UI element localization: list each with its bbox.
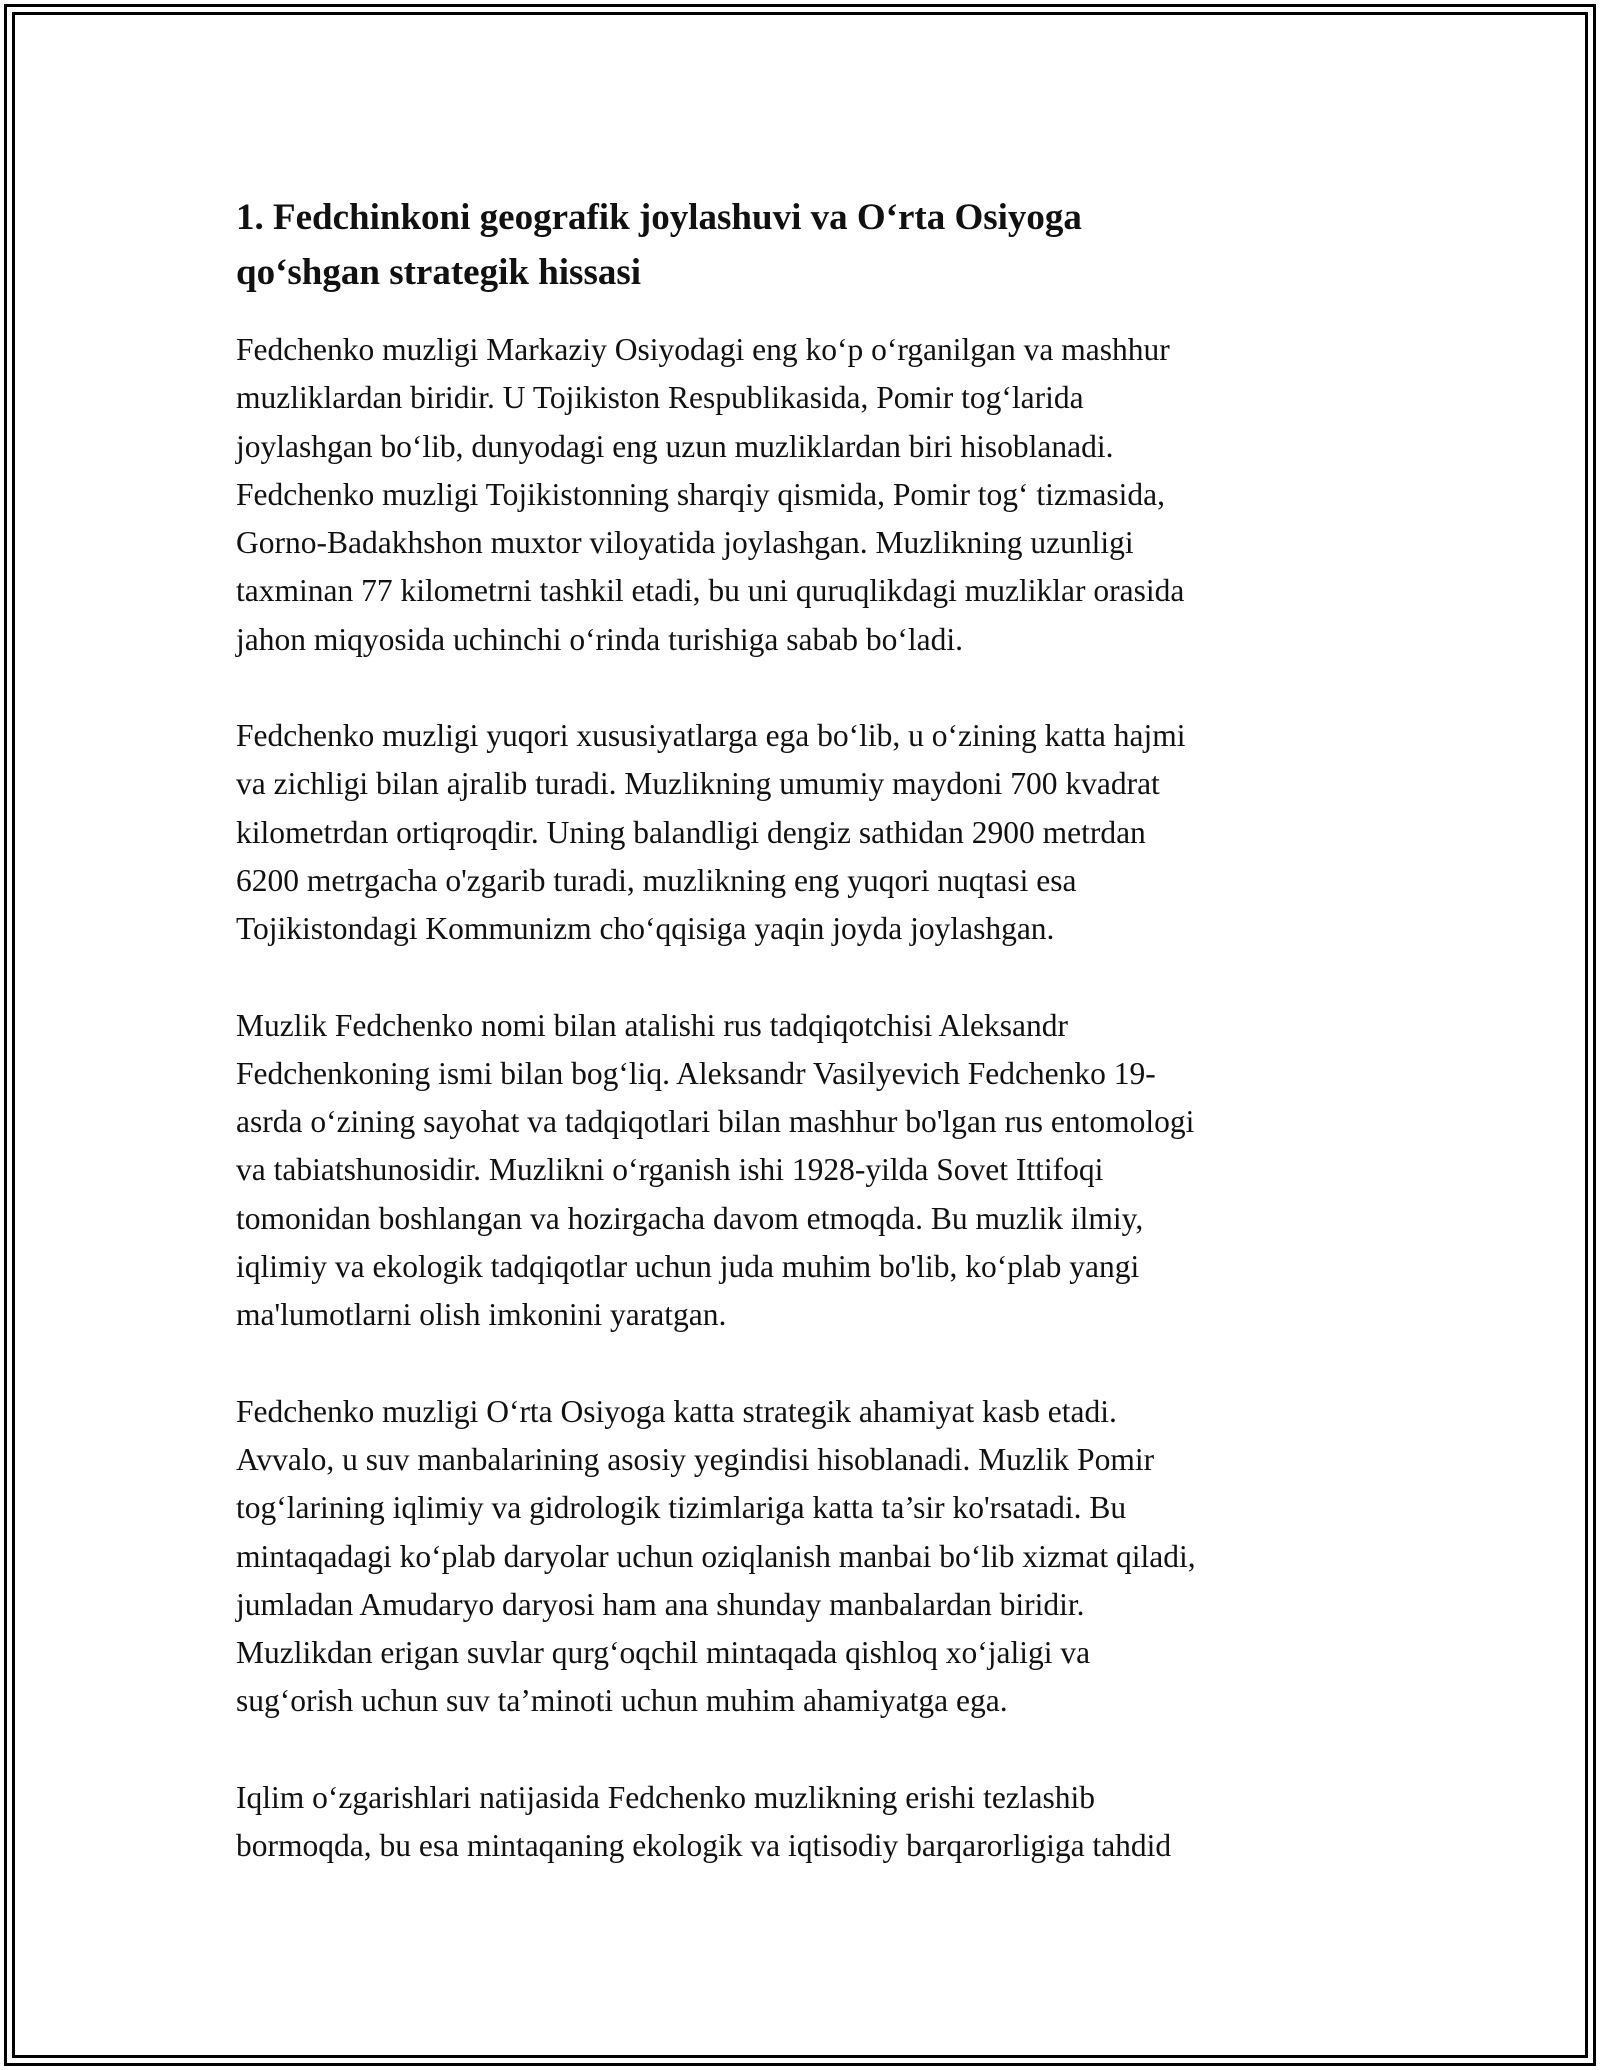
paragraph-4-line-7: sug‘orish uchun suv ta’minoti uchun muhim ahamiyatga ega. — [236, 1683, 1008, 1719]
paragraph-3-line-1: Muzlik Fedchenko nomi bilan atalishi rus tadqiqotchisi Aleksandr — [236, 1007, 1068, 1043]
paragraph-4 — [236, 1388, 1366, 1726]
document-content — [236, 190, 1366, 1918]
paragraph-1-line-5: Gorno-Badakhshon muxtor viloyatida joylashgan. Muzlikning uzunligi — [236, 525, 1134, 561]
paragraph-4-line-4: mintaqadagi ko‘plab daryolar uchun oziqlanish manbai bo‘lib xizmat qiladi, — [236, 1538, 1196, 1574]
paragraph-2 — [236, 712, 1366, 953]
paragraph-1-line-6: taxminan 77 kilometrni tashkil etadi, bu uni quruqlikdagi muzliklar orasida — [236, 573, 1185, 609]
paragraph-4-line-2: Avvalo, u suv manbalarining asosiy yegindisi hisoblanadi. Muzlik Pomir — [236, 1441, 1155, 1477]
paragraph-4-line-5: jumladan Amudaryo daryosi ham ana shunday manbalardan biridir. — [236, 1586, 1085, 1622]
paragraph-2-line-1: Fedchenko muzligi yuqori xususiyatlarga ega bo‘lib, u o‘zining katta hajmi — [236, 718, 1186, 754]
paragraph-1-line-1: Fedchenko muzligi Markaziy Osiyodagi eng ko‘p o‘rganilgan va mashhur — [236, 332, 1170, 367]
paragraph-5 — [236, 1774, 1366, 1871]
paragraph-3-line-3: asrda o‘zining sayohat va tadqiqotlari bilan mashhur bo'lgan rus entomologi — [236, 1104, 1195, 1140]
paragraph-1 — [236, 326, 1366, 664]
paragraph-5-line-1: Iqlim o‘zgarishlari natijasida Fedchenko muzlikning erishi tezlashib — [236, 1779, 1096, 1815]
paragraph-3-line-7: ma'lumotlarni olish imkonini yaratgan. — [236, 1297, 727, 1333]
paragraph-1-line-4: Fedchenko muzligi Tojikistonning sharqiy qismida, Pomir tog‘ tizmasida, — [236, 476, 1166, 512]
paragraph-4-line-3: tog‘larining iqlimiy va gidrologik tizimlariga katta ta’sir ko'rsatadi. Bu — [236, 1490, 1127, 1526]
paragraph-5-line-2: bormoqda, bu esa mintaqaning ekologik va iqtisodiy barqarorligiga tahdid — [236, 1828, 1172, 1864]
paragraph-1-line-2: muzliklardan biridir. U Tojikiston Respublikasida, Pomir tog‘larida — [236, 380, 1084, 416]
paragraph-2-line-3: kilometrdan ortiqroqdir. Uning balandligi dengiz sathidan 2900 metrdan — [236, 814, 1146, 850]
paragraph-3-line-6: iqlimiy va ekologik tadqiqotlar uchun juda muhim bo'lib, ko‘plab yangi — [236, 1249, 1140, 1285]
paragraph-4-line-6: Muzlikdan erigan suvlar qurg‘oqchil mintaqada qishloq xo‘jaligi va — [236, 1635, 1091, 1671]
paragraph-1-line-7: jahon miqyosida uchinchi o‘rinda turishiga sabab bo‘ladi. — [236, 621, 963, 657]
title-line-2: qo‘shgan strategik hissasi — [236, 252, 642, 293]
paragraph-4-line-1: Fedchenko muzligi O‘rta Osiyoga katta strategik ahamiyat kasb etadi. — [236, 1393, 1117, 1429]
paragraph-2-line-2: va zichligi bilan ajralib turadi. Muzlikning umumiy maydoni 700 kvadrat — [236, 766, 1160, 802]
page-title — [236, 190, 1366, 300]
paragraph-2-line-4: 6200 metrgacha o'zgarib turadi, muzlikning eng yuqori nuqtasi esa — [236, 862, 1077, 898]
paragraph-3 — [236, 1002, 1366, 1340]
paragraph-1-line-3: joylashgan bo‘lib, dunyodagi eng uzun muzliklardan biri hisoblanadi. — [236, 428, 1114, 464]
paragraph-2-line-5: Tojikistondagi Kommunizm cho‘qqisiga yaqin joyda joylashgan. — [236, 911, 1055, 947]
paragraph-3-line-2: Fedchenkoning ismi bilan bog‘liq. Aleksandr Vasilyevich Fedchenko 19- — [236, 1055, 1156, 1091]
paragraph-3-line-5: tomonidan boshlangan va hozirgacha davom etmoqda. Bu muzlik ilmiy, — [236, 1200, 1144, 1236]
title-line-1: 1. Fedchinkoni geografik joylashuvi va O‘rta Osiyoga — [236, 197, 1082, 238]
paragraph-3-line-4: va tabiatshunosidir. Muzlikni o‘rganish ishi 1928-yilda Sovet Ittifoqi — [236, 1152, 1104, 1188]
